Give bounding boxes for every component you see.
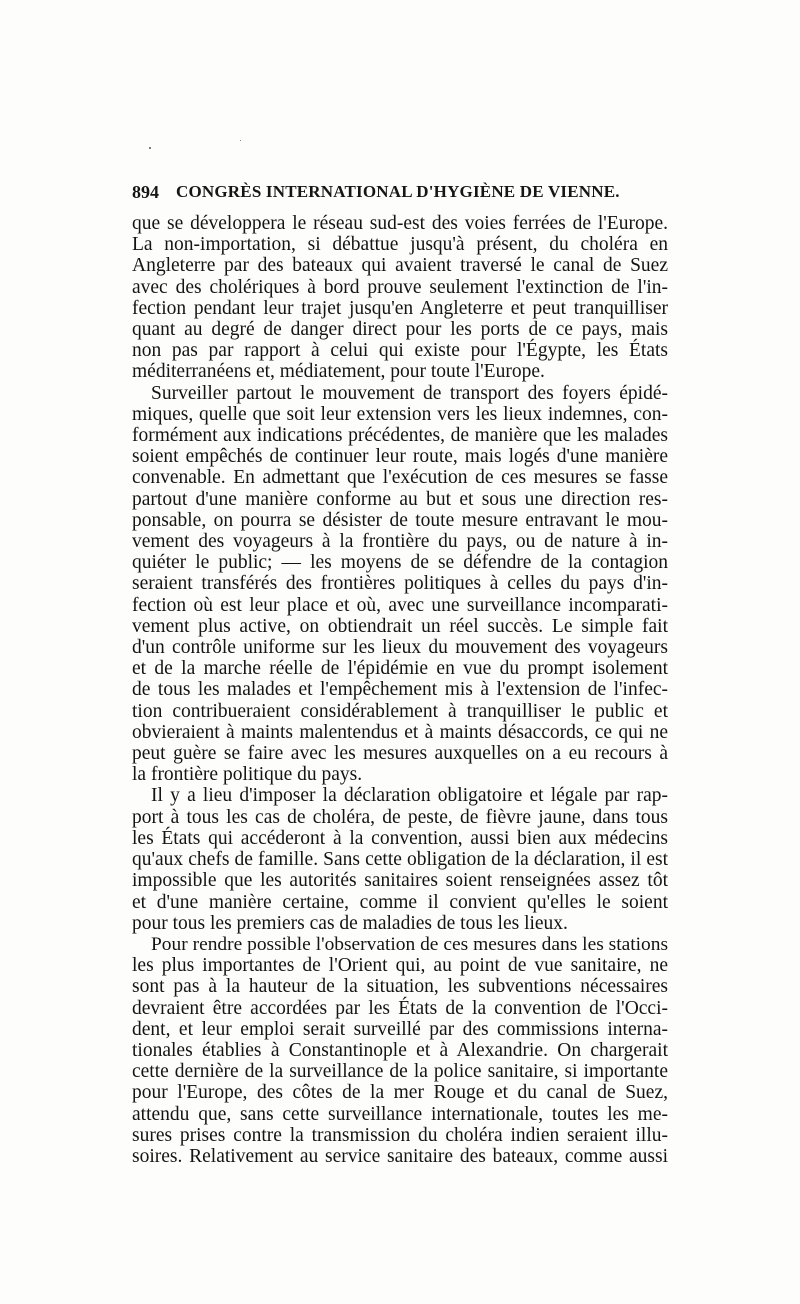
text-line: fection où est leur place et où, avec une surveillance incomparati- (132, 594, 668, 616)
text-line: Surveiller partout le mouvement de transport des foyers épidé- (151, 382, 668, 404)
text-line: fection pendant leur trajet jusqu'en Angleterre et peut tranquilliser (132, 297, 668, 319)
text-line: attendu que, sans cette surveillance internationale, toutes les me- (132, 1103, 668, 1125)
text-line: seraient transférés des frontières politiques à celles du pays d'in- (132, 573, 668, 595)
text-line: convenable. En admettant que l'exécution de ces mesures se fasse (132, 467, 668, 489)
page-header (132, 182, 672, 208)
page-number: 894 (132, 182, 159, 202)
text-line: sures prises contre la transmission du choléra indien seraient illu- (132, 1124, 668, 1146)
text-line: que se développera le réseau sud-est des voies ferrées de l'Europe. (132, 213, 668, 234)
text-line: pour tous les premiers cas de maladies de tous les lieux. (132, 912, 568, 934)
text-line: sont pas à la hauteur de la situation, les subventions nécessaires (132, 976, 668, 998)
text-line: méditerranéens et, médiatement, pour toute l'Europe. (132, 361, 545, 383)
text-line: miques, quelle que soit leur extension vers les lieux indemnes, con- (132, 403, 668, 425)
text-line: avec des cholériques à bord prouve seulement l'extinction de l'in- (132, 276, 668, 298)
paragraph (132, 785, 668, 933)
text-line: soires. Relativement au service sanitaire des bateaux, comme aussi (132, 1145, 668, 1167)
text-line: les plus importantes de l'Orient qui, au point de vue sanitaire, ne (132, 955, 668, 977)
paragraph (132, 213, 668, 383)
paper-speck (149, 147, 151, 149)
text-line: ponsable, on pourra se désister de toute mesure entravant le mou- (132, 509, 668, 531)
text-line: quant au degré de danger direct pour les ports de ce pays, mais (132, 319, 668, 341)
paragraph (132, 934, 668, 1167)
text-line: dent, et leur emploi serait surveillé par des commissions interna- (132, 1018, 668, 1040)
text-line: obvieraient à maints malentendus et à maints désaccords, ce qui ne (132, 721, 668, 743)
text-line: port à tous les cas de choléra, de peste, de fièvre jaune, dans tous (132, 806, 668, 828)
paragraph (132, 383, 668, 786)
text-line: soient empêchés de continuer leur route, mais logés d'une manière (132, 446, 668, 468)
running-title: CONGRÈS INTERNATIONAL D'HYGIÈNE DE VIENNE. (176, 182, 620, 201)
text-line: Pour rendre possible l'observation de ces mesures dans les stations (151, 933, 668, 955)
text-line: et d'une manière certaine, comme il convient qu'elles le soient (132, 891, 668, 913)
text-line: de tous les malades et l'empêchement mis à l'extension de l'infec- (132, 679, 668, 701)
text-line: devraient être accordées par les États de la convention de l'Occi- (132, 997, 668, 1019)
text-line: peut guère se faire avec les mesures auxquelles on a eu recours à (132, 743, 668, 765)
text-line: vement plus active, on obtiendrait un réel succès. Le simple fait (132, 615, 668, 637)
text-line: d'un contrôle uniforme sur les lieux du mouvement des voyageurs (132, 637, 668, 659)
text-line: formément aux indications précédentes, de manière que les malades (132, 425, 668, 447)
text-line: Il y a lieu d'imposer la déclaration obligatoire et légale par rap- (151, 785, 668, 807)
text-line: non pas par rapport à celui qui existe pour l'Égypte, les États (132, 340, 668, 362)
text-line: Angleterre par des bateaux qui avaient traversé le canal de Suez (132, 255, 668, 277)
text-line: et de la marche réelle de l'épidémie en vue du prompt isolement (132, 658, 668, 680)
text-line: pour l'Europe, des côtes de la mer Rouge et du canal de Suez, (132, 1082, 668, 1104)
text-line: tionales établies à Constantinople et à Alexandrie. On chargerait (132, 1039, 668, 1061)
text-line: cette dernière de la surveillance de la police sanitaire, si importante (132, 1061, 668, 1083)
text-line: quiéter le public; — les moyens de se défendre de la contagion (132, 552, 668, 574)
body-text (132, 213, 668, 1167)
text-line: impossible que les autorités sanitaires soient renseignées assez tôt (132, 870, 668, 892)
text-line: la frontière politique du pays. (132, 764, 363, 786)
text-line: qu'aux chefs de famille. Sans cette obligation de la déclaration, il est (132, 849, 668, 871)
text-line: vement des voyageurs à la frontière du pays, ou de nature à in- (132, 531, 668, 553)
text-line: les États qui accéderont à la convention, aussi bien aux médecins (132, 827, 668, 849)
text-line: tion contribueraient considérablement à tranquilliser le public et (132, 700, 668, 722)
text-line: La non-importation, si débattue jusqu'à présent, du choléra en (132, 234, 668, 256)
paper-speck (240, 140, 241, 141)
text-line: partout d'une manière conforme au but et sous une direction res- (132, 488, 668, 510)
